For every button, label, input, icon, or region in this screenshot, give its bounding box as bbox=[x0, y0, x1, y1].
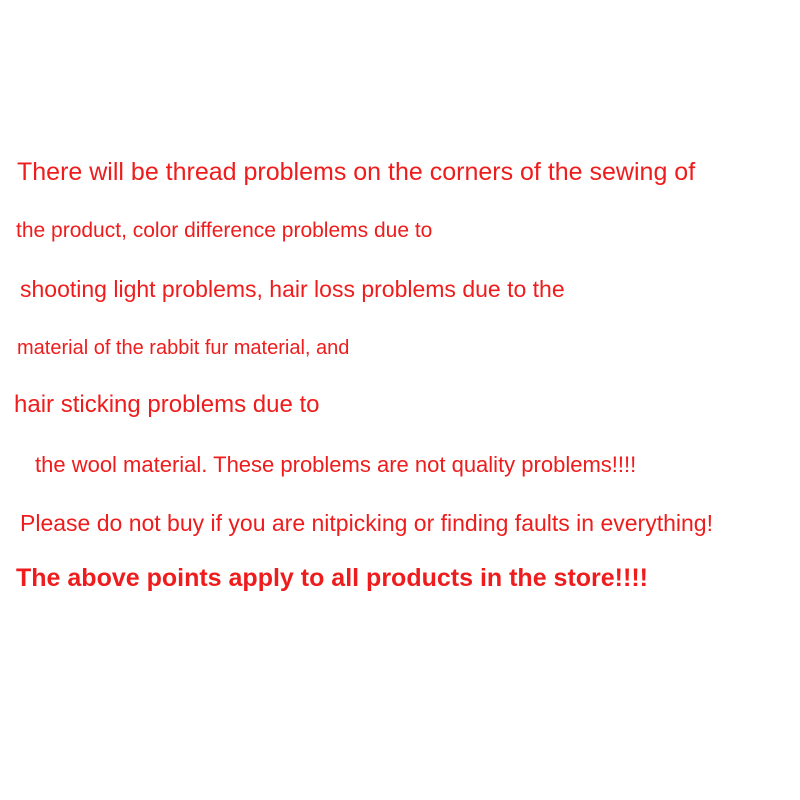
notice-line-2: the product, color difference problems due to bbox=[16, 219, 433, 242]
notice-line-3: shooting light problems, hair loss problems due to the bbox=[20, 276, 565, 302]
notice-line-7: Please do not buy if you are nitpicking or finding faults in everything! bbox=[20, 510, 713, 536]
notice-line-1: There will be thread problems on the corners of the sewing of bbox=[17, 158, 696, 186]
notice-line-8: The above points apply to all products in the store!!!! bbox=[16, 564, 648, 592]
notice-line-6: the wool material. These problems are not quality problems!!!! bbox=[35, 452, 637, 477]
notice-line-5: hair sticking problems due to bbox=[14, 391, 320, 418]
notice-line-4: material of the rabbit fur material, and bbox=[17, 337, 350, 359]
